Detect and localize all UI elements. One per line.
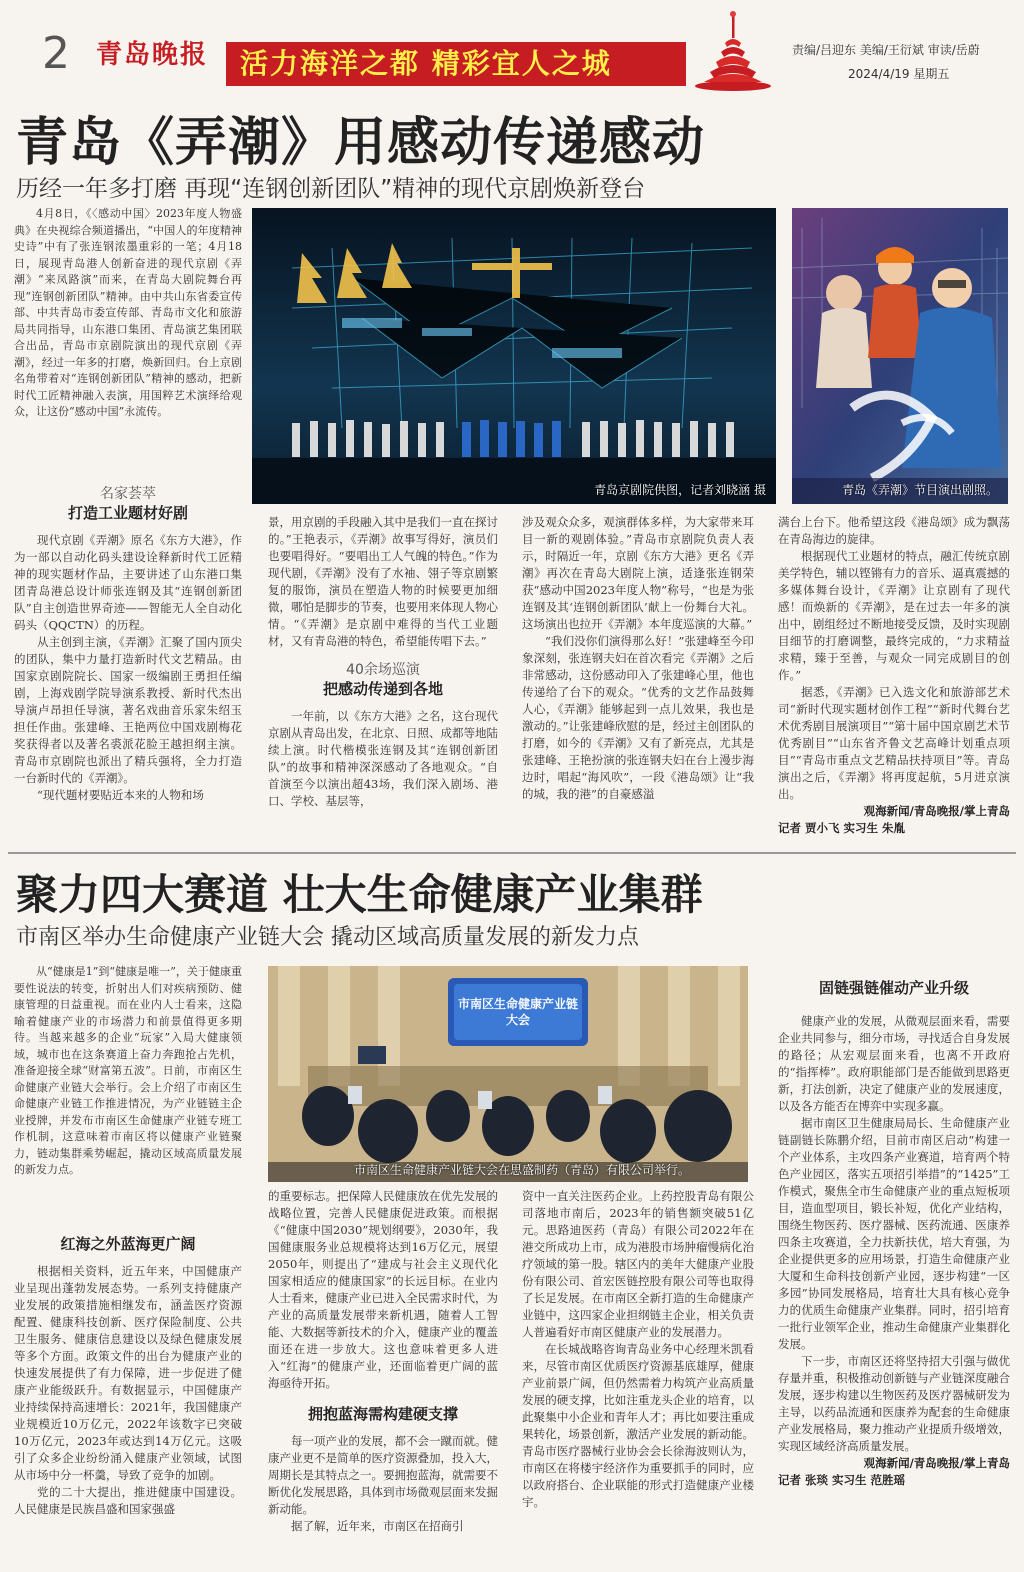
article1-section2-title: 把感动传递到各地 <box>322 680 443 698</box>
article1-column-1 <box>14 474 242 846</box>
stage-photo-art <box>252 208 776 504</box>
paragraph: 每一项产业的发展，都不会一蹴而就。健康产业更不是简单的医疗资源叠加，投入大，周期长是其特点之一。要拥抱蓝海，就需要不断优化发展思路，具体到市场微观层面来发掘新动能。 <box>268 1434 498 1516</box>
article2-lead-text: 从“健康是1”到“健康是唯一”，关于健康重要性说法的转变，折射出人们对疾病预防、健康管理的日益重视。而在业内人士看来，这隐喻着健康产业的市场潜力和前景值得更多期待。当越来越多的企业“玩家”入局大健康领域，城市也在这条赛道上奋力奔跑抢占先机，准备迎接全球“财富第五波”。日前，市南区生命健康产业链大会举行。会上介绍了市南区生命健康产业链工作推进情况，为产业链链主企业授牌，并发布市南区生命健康产业链专班工作机制，这意味着市南区将以健康产业链聚力，链动集群乘势崛起，撬动区域高质量发展的新发力点。 <box>14 965 242 1176</box>
paragraph: 的重要标志。把保障人民健康放在优先发展的战略位置，完善人民健康促进政策。而根据《“健康中国2030”规划纲要》，2030年，我国健康服务业总规模将达到16万亿元，展望2050年，则提出了“建成与社会主义现代化国家相适应的健康国家”的长远目标。在业内人士看来，健康产业已进入全民需求时代，为产业的高质量发展带来新机遇，随着人工智能、大数据等新技术的介入，健康产业的覆盖面还在进一步放大。这也意味着更多人进入“红海”的健康产业，还面临着更广阔的蓝海亟待开拓。 <box>268 1189 498 1390</box>
article2-byline-outlet: 观海新闻/青岛晚报/掌上青岛 <box>863 1456 1010 1470</box>
conference-photo <box>268 966 748 1182</box>
slogan-banner: 活力海洋之都 精彩宜人之城 <box>226 42 686 86</box>
paragraph: 党的二十大提出，推进健康中国建设。人民健康是民族昌盛和国家强盛 <box>14 1485 242 1516</box>
article1-section1-title: 打造工业题材好剧 <box>67 504 188 522</box>
article1-title: 青岛《弄潮》用感动传递感动 <box>16 113 706 173</box>
paragraph: 根据现代工业题材的特点，融汇传统京剧美学特色，辅以铿锵有力的音乐、逼真震撼的多媒体舞台设计，《弄潮》让京剧有了现代感！而焕新的《弄潮》，是在过去一年多的演出中，剧组经过不断地接受反馈，及时实现剧目细节的打磨调整，最终完成的，“力求精益求精，臻于至善，与观众一同完成剧目的创作。” <box>778 549 1010 682</box>
article1-byline-outlet: 观海新闻/青岛晚报/掌上青岛 <box>863 804 1010 818</box>
newspaper-name: 青岛晚报 <box>96 40 209 70</box>
article2-section3-title: 固链强链催动产业升级 <box>818 979 969 997</box>
article2-column-1 <box>14 1232 242 1566</box>
article1-lead-text: 4月8日，《〈感动中国〉2023年度人物盛典》在央视综合频道播出，“中国人的年度精神史诗”中有了张连钢浓墨重彩的一笔；4月18日，展现青岛港人创新奋进的现代京剧《弄潮》“来凤路演”而来，在青岛大剧院舞台再现“连钢创新团队”精神。由中共山东省委宣传部、中共青岛市委宣传部、青岛市文化和旅游局共同指导，山东港口集团、青岛演艺集团联合出品，青岛市京剧院演出的现代京剧《弄潮》，经过一年多的打磨，焕新回归。台上京剧名角带着对“连钢创新团队”精神的感动，把新时代工匠精神融入表演，用国粹艺术演绎给观众，让这份“感动中国”永流传。 <box>14 207 242 418</box>
article2-section2-title: 拥抱蓝海需构建硬支撑 <box>307 1405 458 1423</box>
paragraph: “现代题材要贴近本来的人物和场 <box>37 788 204 802</box>
article1-column-3 <box>522 514 754 846</box>
paragraph: 一年前，以《东方大港》之名，这台现代京剧从青岛出发，在北京、日照、成都等地陆续上演。时代楷模张连钢及其“连钢创新团队”的故事和精神深深感动了各地观众。“自首演至今以演出超43场，我们深入剧场、港口、学校、基层等， <box>268 709 498 808</box>
landmark-tower-icon <box>692 6 774 92</box>
paragraph: 涉及观众众多，观演群体多样，为大家带来耳目一新的观剧体验。”青岛市京剧院负责人表示，时隔近一年，京剧《东方大港》更名《弄潮》再次在青岛大剧院上演，适逢张连钢荣获“感动中国2023年度人物”称号，“也是为张连钢及其‘连钢创新团队’献上一份舞台大礼。这场演出也拉开《弄潮》本年度巡演的大幕。” <box>522 515 754 631</box>
screen-title: 市南区生命健康产业链大会 <box>457 997 578 1027</box>
article2-section1-title: 红海之外蓝海更广阔 <box>60 1235 196 1253</box>
paragraph: 据悉，《弄潮》已入选文化和旅游部艺术司“新时代现实题材创作工程”“新时代舞台艺术优秀剧目展演项目”“第十届中国京剧艺术节优秀剧目”“山东省齐鲁文艺高峰计划重点项目”“青岛市重点文艺精品扶持项目”等。青岛演出之后，《弄潮》将再度起航，5月进京演出。 <box>778 685 1010 801</box>
issue-date: 2024/4/19 星期五 <box>848 67 950 81</box>
paragraph: 在长城战略咨询青岛业务中心经理米凯看来，尽管市南区优质医疗资源基底雄厚，健康产业前景广阔，但仍然需着力构筑产业高质量发展的硬支撑，比如注重龙头企业的培育，以此聚集中小企业和青年人才；再比如要注重成果转化，场景创新，激活产业发展的新动能。青岛市医疗器械行业协会会长徐海波则认为，市南区在将楼宇经济作为重要抓手的同时，应以政府搭台、企业联能的形式打造健康产业楼宇。 <box>522 1342 754 1509</box>
paragraph: 景，用京剧的手段融入其中是我们一直在探讨的。”王艳表示，《弄潮》故事写得好，演员们也要唱得好。“要唱出工人气魄的特色。”作为现代剧，《弄潮》没有了水袖、翎子等京剧繁复的服饰，演员在塑造人物的时候要更加细微，哪怕是脚步的节奏，也要用来体现人物心情。“《弄潮》是京剧中难得的当代工业题材，又有青岛港的特色，希望能传唱下去。” <box>268 515 498 648</box>
article2-column-4 <box>778 976 1010 1566</box>
poster-art <box>792 208 1008 504</box>
paragraph: 健康产业的发展，从微观层面来看，需要企业共同参与，细分市场，寻找适合自身发展的路径；从宏观层面来看，也离不开政府的“指挥棒”。政府职能部门是否能做到思路更新，打法创新，决定了健康产业的发展速度，以及各方能否在博弈中实现多赢。 <box>778 1014 1010 1113</box>
article1-lead <box>14 206 242 468</box>
conference-photo-caption: 市南区生命健康产业链大会在思盛制药（青岛）有限公司举行。 <box>354 1163 691 1177</box>
credits-block <box>792 38 980 86</box>
article1-section1-label: 名家荟萃 <box>100 486 156 502</box>
stage-photo-caption: 青岛京剧院供图，记者刘晓涵 摄 <box>594 483 766 497</box>
editor-credits: 责编/吕迎东 美编/王衍斌 审读/岳蔚 <box>792 43 980 57</box>
paragraph: 下一步，市南区还将坚持招大引强与做优存量并重，积极推动创新链与产业链深度融合发展，逐步构建以生物医药及医疗器械研发为主导，以药品流通和医康养为配套的生命健康产业发展格局，聚力推动产业提质升级增效，实现区域经济高质量发展。 <box>778 1354 1010 1453</box>
paragraph: 根据相关资料，近五年来，中国健康产业呈现出蓬勃发展态势。一系列支持健康产业发展的政策措施相继发布，涵盖医疗资源配置、健康科技创新、医疗保险制度、公共卫生服务、健康信息建设以及绿色健康发展等多个方面。政策文件的出台为健康产业的快速发展提供了有力保障，进一步促进了健康产业能级跃升。有数据显示，中国健康产业持续保持高速增长：2021年，我国健康产业规模近10万亿元，2022年该数字已突破10万亿元，2023年或达到14万亿元。这吸引了众多企业纷纷涌入健康产业领域，试图从市场中分一杯羹，导致了竞争的加剧。 <box>14 1264 242 1482</box>
poster-photo-caption: 青岛《弄潮》节目演出剧照。 <box>841 483 998 497</box>
article1-section2-label: 40余场巡演 <box>346 662 420 678</box>
paragraph: “我们没你们演得那么好！”张建峰至今印象深刻，张连钢夫妇在首次看完《弄潮》之后非常感动，这份感动印入了张建峰心里，他也传递给了台下的观众。“优秀的文艺作品鼓舞人心，《弄潮》能够起到一点儿效果，我也是激动的。”让张建峰欣慰的是，经过主创团队的打磨，如今的《弄潮》又有了新亮点，尤其是张建峰、王艳扮演的张连钢夫妇在台上漫步海边时，唱起“海风吹”，一段《港岛颂》让“我的城，我的港”的自豪感溢 <box>522 634 754 801</box>
article2-title: 聚力四大赛道 壮大生命健康产业集群 <box>16 870 703 919</box>
paragraph: 资中一直关注医药企业。上药控股青岛有限公司落地市南后，2023年的销售额突破51亿元。思路迪医药（青岛）有限公司2022年在港交所成功上市，成为港股市场肿瘤慢病化治疗领域的第一股。辖区内的美年大健康产业股份有限公司、首宏医链控股有限公司等也取得了长足发展。在市南区全新打造的生命健康产业链中，这四家企业担纲链主企业，相关负责人普遍看好市南区健康产业的发展潜力。 <box>522 1189 754 1339</box>
article1-column-2 <box>268 514 498 846</box>
poster-photo <box>792 208 1008 504</box>
article1-column-4 <box>778 514 1010 846</box>
paragraph: 据市南区卫生健康局局长、生命健康产业链副链长陈鹏介绍，目前市南区启动“构建一个产业体系，主攻四条产业赛道，培育两个特色产业园区，落实五项招引举措”的“1425”工作模式，聚焦全市生命健康产业的重点短板项目，造血型项目，锻长补短，优化产业结构，围绕生物医药、医疗器械、医药流通、医康养四条主攻赛道，全力扶新扶优，培大育强，为企业提供更多的应用场景，打造生命健康产业大厦和生命科技创新产业园，逐步构建“一区多园”协同发展格局，培育壮大具有核心竞争力的优质生命健康产业集群。同时，招引培育一批行业领军企业，推动生命健康产业集群化发展。 <box>778 1116 1010 1351</box>
article2-byline-reporters: 记者 张琰 实习生 范胜瑶 <box>778 1473 906 1487</box>
article2-lead <box>14 964 242 1230</box>
page-number: 2 <box>42 28 70 79</box>
section-divider <box>8 852 1016 854</box>
paragraph: 据了解，近年来，市南区在招商引 <box>291 1519 464 1533</box>
paragraph: 现代京剧《弄潮》原名《东方大港》，作为一部以自动化码头建设诠释新时代工匠精神的现实题材作品，主要讲述了山东港口集团青岛港总设计师张连钢及其“连钢创新团队”自主创造世界奇迹——智能无人全自动化码头（QQCTN）的历程。 <box>14 533 242 632</box>
article2-column-2 <box>268 1188 498 1566</box>
page-header <box>0 0 1024 100</box>
stage-photo <box>252 208 776 504</box>
paragraph: 从主创到主演，《弄潮》汇聚了国内顶尖的团队，集中力量打造新时代文艺精品。由国家京剧院院长、国家一级编剧王勇担任编剧，上海戏剧学院导演系教授、新时代杰出导演卢昂担任导演，著名戏曲音乐家朱绍玉担任作曲。张建峰、王艳两位中国戏剧梅花奖获得者以及著名裘派花脸王越担纲主演。青岛市京剧院也派出了精兵强将，全力打造一台新时代的《弄潮》。 <box>14 635 242 785</box>
article1-subtitle: 历经一年多打磨 再现“连钢创新团队”精神的现代京剧焕新登台 <box>16 176 646 202</box>
article1-byline-reporters: 记者 贾小飞 实习生 朱胤 <box>778 821 906 835</box>
article2-subtitle: 市南区举办生命健康产业链大会 撬动区域高质量发展的新发力点 <box>16 925 639 950</box>
article2-column-3 <box>522 1188 754 1566</box>
paragraph: 满台上台下。他希望这段《港岛颂》成为飘荡在青岛海边的旋律。 <box>778 515 1010 546</box>
